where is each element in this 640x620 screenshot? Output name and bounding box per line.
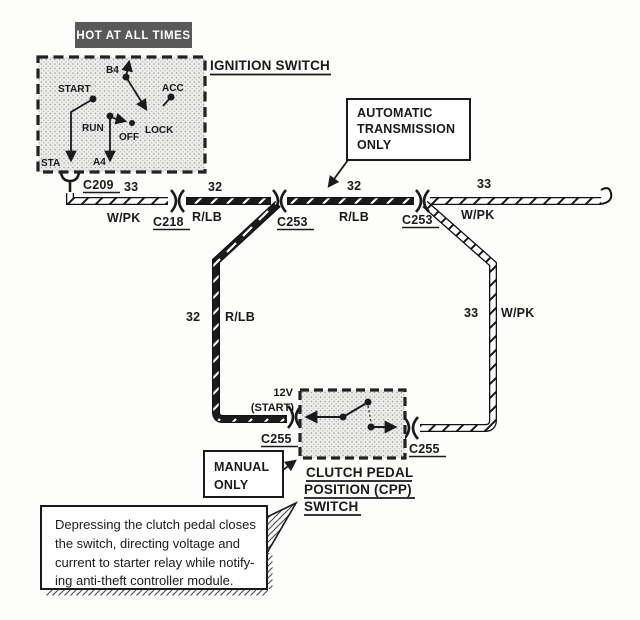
voltage-12v-label: 12V (273, 387, 293, 399)
note-pointer-tail (267, 503, 296, 553)
label-b4: B4 (106, 65, 119, 76)
label-off: OFF (119, 132, 139, 143)
note-callout (41, 503, 296, 596)
automatic-line2: TRANSMISSION (357, 122, 456, 136)
wire-33-drop-outline (420, 204, 493, 428)
off-contact-dot (129, 120, 135, 126)
connector-c253b-label: C253 (402, 213, 433, 227)
label-start: START (58, 84, 91, 95)
cpp-switch-title (304, 465, 415, 515)
wire-33-left-num: 33 (124, 180, 139, 194)
wire-32a-color: R/LB (192, 210, 222, 224)
wire-33-drop-num: 33 (464, 306, 479, 320)
cpp-title-line3: SWITCH (304, 499, 359, 514)
ignition-switch-box (38, 57, 331, 172)
run-contact-dot (107, 113, 114, 120)
connector-c255b-label: C255 (409, 442, 440, 456)
wire-end-hook (601, 188, 611, 204)
connector-c218-label: C218 (153, 215, 184, 229)
wire-32b-color: R/LB (339, 210, 369, 224)
connector-c209-symbol (61, 172, 79, 192)
note-line1: Depressing the clutch pedal closes (55, 517, 256, 532)
note-line3: current to starter relay while notify- (55, 555, 255, 570)
wire-32-drop-num: 32 (186, 310, 201, 324)
voltage-start-label: (START) (250, 402, 294, 414)
cpp-title-line2: POSITION (CPP) (304, 482, 412, 497)
cpp-dashed-border (300, 390, 405, 458)
connector-c253a-label: C253 (277, 215, 308, 229)
automatic-transmission-callout (329, 99, 470, 186)
ignition-dashed-border (38, 57, 205, 172)
cpp-pivot-dot (340, 414, 347, 421)
cpp-open-contact-dot (365, 399, 372, 406)
start-contact-dot (90, 96, 97, 103)
automatic-line1: AUTOMATIC (357, 106, 433, 120)
automatic-leader-arrow (329, 160, 348, 186)
wire-33-left-color: W/PK (107, 211, 141, 225)
label-a4: A4 (93, 157, 106, 168)
connector-c255a-label: C255 (261, 432, 292, 446)
connector-c209-label: C209 (83, 178, 114, 192)
b4-contact-dot (123, 74, 130, 81)
wire-32a-num: 32 (208, 180, 223, 194)
ignition-title: IGNITION SWITCH (210, 58, 330, 73)
wire-32-drop-color: R/LB (225, 310, 255, 324)
wire-33-right-num: 33 (477, 177, 492, 191)
wire-32b-num: 32 (347, 179, 362, 193)
acc-contact-dot (168, 94, 175, 101)
label-acc: ACC (162, 83, 184, 94)
wire-33-right-color: W/PK (461, 208, 495, 222)
hot-at-all-times-box (75, 22, 192, 48)
cpp-switch-box (300, 390, 405, 458)
manual-only-callout (204, 451, 295, 497)
manual-leader-arrow (283, 461, 295, 470)
cpp-output-contact-dot (368, 424, 375, 431)
hot-label: HOT AT ALL TIMES (76, 30, 191, 42)
connector-c253b-symbol (416, 190, 429, 212)
note-line2: the switch, directing voltage and (55, 536, 240, 551)
automatic-line3: ONLY (357, 138, 392, 152)
cpp-title-line1: CLUTCH PEDAL (306, 465, 414, 480)
manual-line1: MANUAL (214, 460, 270, 474)
connector-c253a-symbol (273, 190, 286, 212)
wire-33-drop (420, 204, 493, 428)
label-run: RUN (82, 123, 104, 134)
note-line4: ing anti-theft controller module. (55, 573, 234, 588)
label-sta: STA (41, 158, 61, 169)
wire-33-drop-color: W/PK (501, 306, 535, 320)
connector-c218-symbol (171, 190, 184, 212)
manual-line2: ONLY (214, 478, 249, 492)
label-lock: LOCK (145, 125, 174, 136)
